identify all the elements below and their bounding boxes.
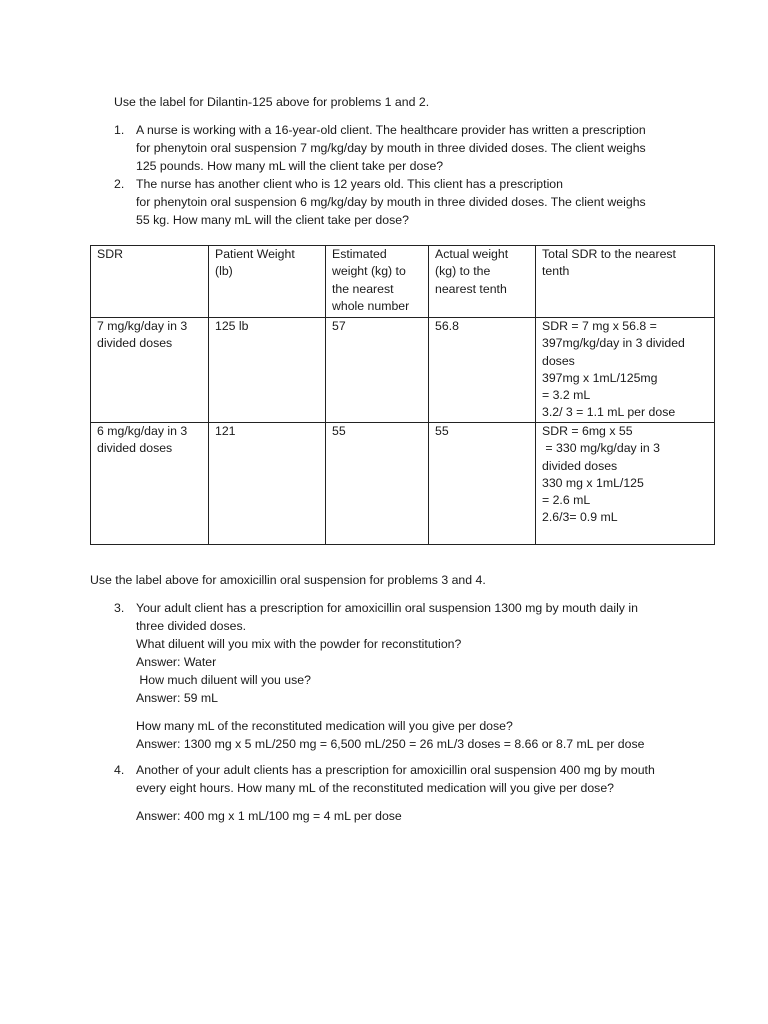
- cell-text: 121: [215, 424, 236, 438]
- header-text: nearest tenth: [435, 281, 507, 296]
- cell-text: 56.8: [435, 319, 459, 333]
- spacer: [136, 707, 714, 717]
- cell-text: 125 lb: [215, 319, 249, 333]
- problem-text-line: 125 pounds. How many mL will the client take per dose?: [136, 159, 444, 173]
- header-text: Estimated: [332, 247, 387, 261]
- cell-text: doses: [542, 353, 575, 368]
- cell-patient-weight: [209, 318, 326, 423]
- header-text: (kg) to the: [435, 264, 491, 279]
- problem-text-line: 55 kg. How many mL will the client take per dose?: [136, 213, 409, 227]
- header-text: weight (kg) to: [332, 264, 406, 279]
- header-text: SDR: [97, 247, 123, 261]
- problem-number: 1.: [114, 123, 125, 137]
- problem-number: 2.: [114, 177, 125, 191]
- cell-text: 55: [435, 424, 449, 438]
- problem-text-line: Your adult client has a prescription for amoxicillin oral suspension 1300 mg by mouth daily in: [136, 601, 638, 615]
- cell-patient-weight: [209, 423, 326, 545]
- spacer: [136, 797, 714, 807]
- cell-text: SDR = 6mg x 55: [542, 424, 633, 438]
- cell-text: = 2.6 mL: [542, 493, 591, 508]
- problem-text-line: How many mL of the reconstituted medication will you give per dose?: [136, 719, 513, 733]
- cell-text: divided doses: [542, 458, 618, 473]
- problem-text-line: for phenytoin oral suspension 7 mg/kg/day by mouth in three divided doses. The client weighs: [136, 141, 646, 155]
- problem-list-3-4: [114, 599, 714, 825]
- cell-text: = 330 mg/kg/day in 3: [542, 441, 660, 456]
- problem-list-1-2: [114, 121, 694, 229]
- cell-text: 397mg x 1mL/125mg: [542, 370, 658, 385]
- cell-text: 3.2/ 3 = 1.1 mL per dose: [542, 405, 676, 420]
- problem-text-line: every eight hours. How many mL of the reconstituted medication will you give per dose?: [136, 781, 614, 795]
- problem-text-line: A nurse is working with a 16-year-old client. The healthcare provider has written a prescription: [136, 123, 646, 137]
- problem-text-line: Another of your adult clients has a prescription for amoxicillin oral suspension 400 mg by mouth: [136, 763, 655, 777]
- cell-text: divided doses: [97, 336, 173, 351]
- cell-text: = 3.2 mL: [542, 388, 591, 403]
- header-text: whole number: [332, 298, 410, 313]
- problem-text-line: What diluent will you mix with the powder for reconstitution?: [136, 637, 462, 651]
- cell-text: 330 mg x 1mL/125: [542, 475, 644, 490]
- header-text: the nearest: [332, 281, 394, 296]
- intro-dilantin: Use the label for Dilantin-125 above for problems 1 and 2.: [114, 95, 430, 109]
- answer-line: Answer: 59 mL: [136, 691, 219, 705]
- problem-2: [114, 175, 694, 229]
- problem-text-line: three divided doses.: [136, 619, 247, 633]
- cell-total-sdr: [536, 423, 715, 545]
- cell-total-sdr: [536, 318, 715, 423]
- cell-text: divided doses: [97, 441, 173, 456]
- cell-actual-weight: [429, 423, 536, 545]
- cell-text: 2.6/3= 0.9 mL: [542, 510, 618, 525]
- cell-text: 397mg/kg/day in 3 divided: [542, 336, 685, 351]
- cell-text: 7 mg/kg/day in 3: [97, 319, 188, 333]
- cell-text: 55: [332, 424, 346, 438]
- answer-line: Answer: Water: [136, 655, 217, 669]
- table-row: [91, 423, 715, 545]
- table-header-row: [91, 246, 715, 318]
- header-estimated-weight: [326, 246, 429, 318]
- cell-sdr: [91, 423, 209, 545]
- problem-number: 3.: [114, 601, 125, 615]
- header-text: (lb): [215, 264, 233, 279]
- cell-estimated-weight: [326, 423, 429, 545]
- problem-text-line: for phenytoin oral suspension 6 mg/kg/day by mouth in three divided doses. The client weighs: [136, 195, 646, 209]
- cell-text: SDR = 7 mg x 56.8 =: [542, 319, 657, 333]
- header-actual-weight: [429, 246, 536, 318]
- problem-text-line: The nurse has another client who is 12 years old. This client has a prescription: [136, 177, 563, 191]
- header-sdr: [91, 246, 209, 318]
- cell-text: 57: [332, 319, 346, 333]
- sdr-table: [90, 245, 715, 545]
- cell-sdr: [91, 318, 209, 423]
- table-row: [91, 318, 715, 423]
- header-patient-weight: [209, 246, 326, 318]
- header-text: Total SDR to the nearest: [542, 247, 676, 261]
- problem-4: [114, 761, 714, 825]
- header-text: tenth: [542, 264, 570, 279]
- cell-estimated-weight: [326, 318, 429, 423]
- answer-line: Answer: 1300 mg x 5 mL/250 mg = 6,500 mL/250 = 26 mL/3 doses = 8.66 or 8.7 mL per dose: [136, 737, 645, 751]
- header-text: Actual weight: [435, 247, 509, 261]
- cell-text: 6 mg/kg/day in 3: [97, 424, 188, 438]
- problem-number: 4.: [114, 763, 125, 777]
- header-total-sdr: [536, 246, 715, 318]
- cell-actual-weight: [429, 318, 536, 423]
- problem-text-line: How much diluent will you use?: [136, 673, 311, 687]
- answer-line: Answer: 400 mg x 1 mL/100 mg = 4 mL per dose: [136, 809, 402, 823]
- header-text: Patient Weight: [215, 247, 295, 261]
- problem-1: [114, 121, 694, 175]
- problem-3: [114, 599, 714, 753]
- intro-amoxicillin: Use the label above for amoxicillin oral suspension for problems 3 and 4.: [90, 573, 486, 587]
